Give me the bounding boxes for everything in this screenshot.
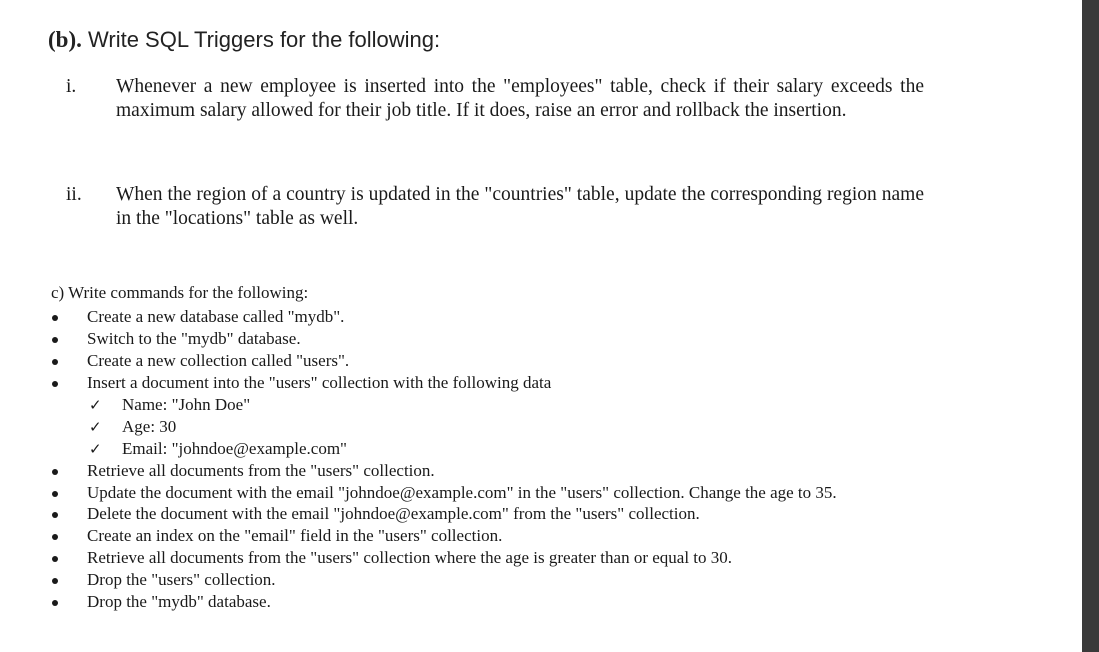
list-item: Create an index on the "email" field in the "users" collection. — [0, 525, 1000, 547]
list-item: Retrieve all documents from the "users" collection where the age is greater than or equal to 30. — [0, 547, 1000, 569]
window-edge-bar — [1082, 0, 1099, 652]
bullet-icon — [52, 512, 58, 518]
check-item: ✓ Name: "John Doe" — [89, 395, 251, 414]
list-item: Delete the document with the email "johndoe@example.com" from the "users" collection. — [0, 503, 1000, 525]
bullet-icon — [52, 359, 58, 365]
list-item: Drop the "users" collection. — [0, 569, 1000, 591]
list-item: Insert a document into the "users" collection with the following data — [0, 372, 1000, 394]
check-item: ✓ Age: 30 — [89, 417, 177, 436]
bullet-icon — [52, 578, 58, 584]
item-number: ii. — [66, 184, 82, 205]
bullet-icon — [52, 491, 58, 497]
part-b-label: (b). — [48, 27, 82, 52]
list-item: Retrieve all documents from the "users" collection. — [0, 460, 1000, 482]
bullet-icon — [52, 337, 58, 343]
item-text: When the region of a country is updated in the "countries" table, update the corresponding region name in the "locations" table as well. — [116, 184, 924, 229]
bullet-icon — [52, 556, 58, 562]
item-text: Whenever a new employee is inserted into the "employees" table, check if their salary exceeds the maximum salary allowed for their job title. If it does, raise an error and rollback the insertion. — [116, 76, 924, 121]
list-item: Switch to the "mydb" database. — [0, 328, 1000, 350]
check-mark-icon: ✓ — [89, 418, 102, 436]
check-item: ✓ Email: "johndoe@example.com" — [89, 439, 347, 458]
bullet-icon — [52, 381, 58, 387]
bullet-icon — [52, 315, 58, 321]
list-item: Drop the "mydb" database. — [0, 591, 1000, 613]
check-mark-icon: ✓ — [89, 440, 102, 458]
list-item: Create a new collection called "users". — [0, 350, 1000, 372]
bullet-icon — [52, 469, 58, 475]
check-sublist — [0, 394, 1000, 460]
list-item: Create a new database called "mydb". — [0, 306, 1000, 328]
command-list — [0, 306, 1000, 613]
part-b-heading — [48, 27, 440, 53]
bullet-icon — [52, 600, 58, 606]
check-mark-icon: ✓ — [89, 396, 102, 414]
list-item: Update the document with the email "johndoe@example.com" in the "users" collection. Change the age to 35. — [0, 482, 1000, 503]
part-c-title: c) Write commands for the following: — [51, 283, 309, 302]
bullet-icon — [52, 534, 58, 540]
part-b-title: Write SQL Triggers for the following: — [88, 27, 441, 52]
item-number: i. — [66, 76, 77, 97]
